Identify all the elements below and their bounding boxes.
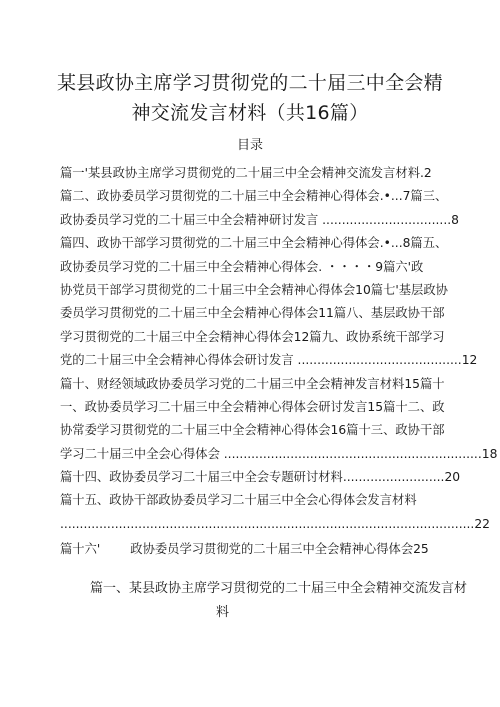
toc-line[interactable]: 篇四、政协干部学习贯彻党的二十届三中全会精神心得体会.•...8篇五、	[60, 236, 448, 251]
toc-line[interactable]: 协常委学习贯彻党的二十届三中全会精神心得体会16篇十三、政协干部	[60, 423, 445, 438]
toc-line-last[interactable]	[60, 538, 452, 561]
table-of-contents	[60, 162, 498, 562]
toc-line[interactable]: 一、政协委员学习二十届三中全会精神心得体会研讨发言15篇十二、政	[60, 399, 445, 414]
title-line-2: 神交流发言材料（共16篇）	[131, 102, 369, 124]
section-heading	[60, 577, 468, 625]
toc-line[interactable]: 学习贯彻党的二十届三中全会精神心得体会12篇九、政协系统干部学习	[60, 329, 445, 344]
toc-line[interactable]: 篇一'某县政协主席学习贯彻党的二十届三中全会精神交流发言材料.2	[60, 166, 432, 180]
toc-line[interactable]: 协党员干部学习贯彻党的二十届三中全会精神心得体会10篇七'基层政协	[60, 282, 448, 297]
toc-line[interactable]: 篇二、政协委员学习贯彻党的二十届三中全会精神心得体会.•...7篇三、	[60, 189, 448, 204]
toc-line[interactable]: 委员学习贯彻党的二十届三中全会精神心得体会11篇八、基层政协干部	[60, 306, 445, 321]
title-line-1: 某县政协主席学习贯彻党的二十届三中全会精	[56, 72, 443, 94]
toc-line[interactable]: 篇十五、政协干部政协委员学习二十届三中全会心得体会发言材料	[60, 493, 417, 508]
document-title	[40, 68, 460, 128]
section-heading-line-2: 料	[216, 605, 230, 620]
toc-line[interactable]: 学习二十届三中全会心得体会 ..................................................................18	[60, 446, 498, 461]
toc-last-text: 政协委员学习贯彻党的二十届三中全会精神心得体会25	[130, 542, 429, 557]
toc-line[interactable]: 党的二十届三中全会精神心得体会研讨发言 ..........................................12	[60, 353, 478, 368]
toc-last-number: 篇十六'	[60, 542, 101, 557]
toc-line[interactable]: 篇十、财经领域政协委员学习党的二十届三中全会精神发言材料15篇十	[60, 376, 445, 391]
toc-line[interactable]: 政协委员学习党的二十届三中全会精神研讨发言 .................................8	[60, 212, 459, 227]
toc-line[interactable]: 政协委员学习党的二十届三中全会精神心得体会. ・・・・9篇六'政	[60, 259, 424, 274]
section-heading-line-1: 篇一、某县政协主席学习贯彻党的二十届三中全会精神交流发言材	[90, 581, 468, 596]
toc-heading: 目录	[236, 138, 263, 153]
toc-line[interactable]: ..........................................................................................................22	[60, 516, 490, 531]
toc-line[interactable]: 篇十四、政协委员学习二十届三中全会专题研讨材料..........................20	[60, 470, 461, 485]
